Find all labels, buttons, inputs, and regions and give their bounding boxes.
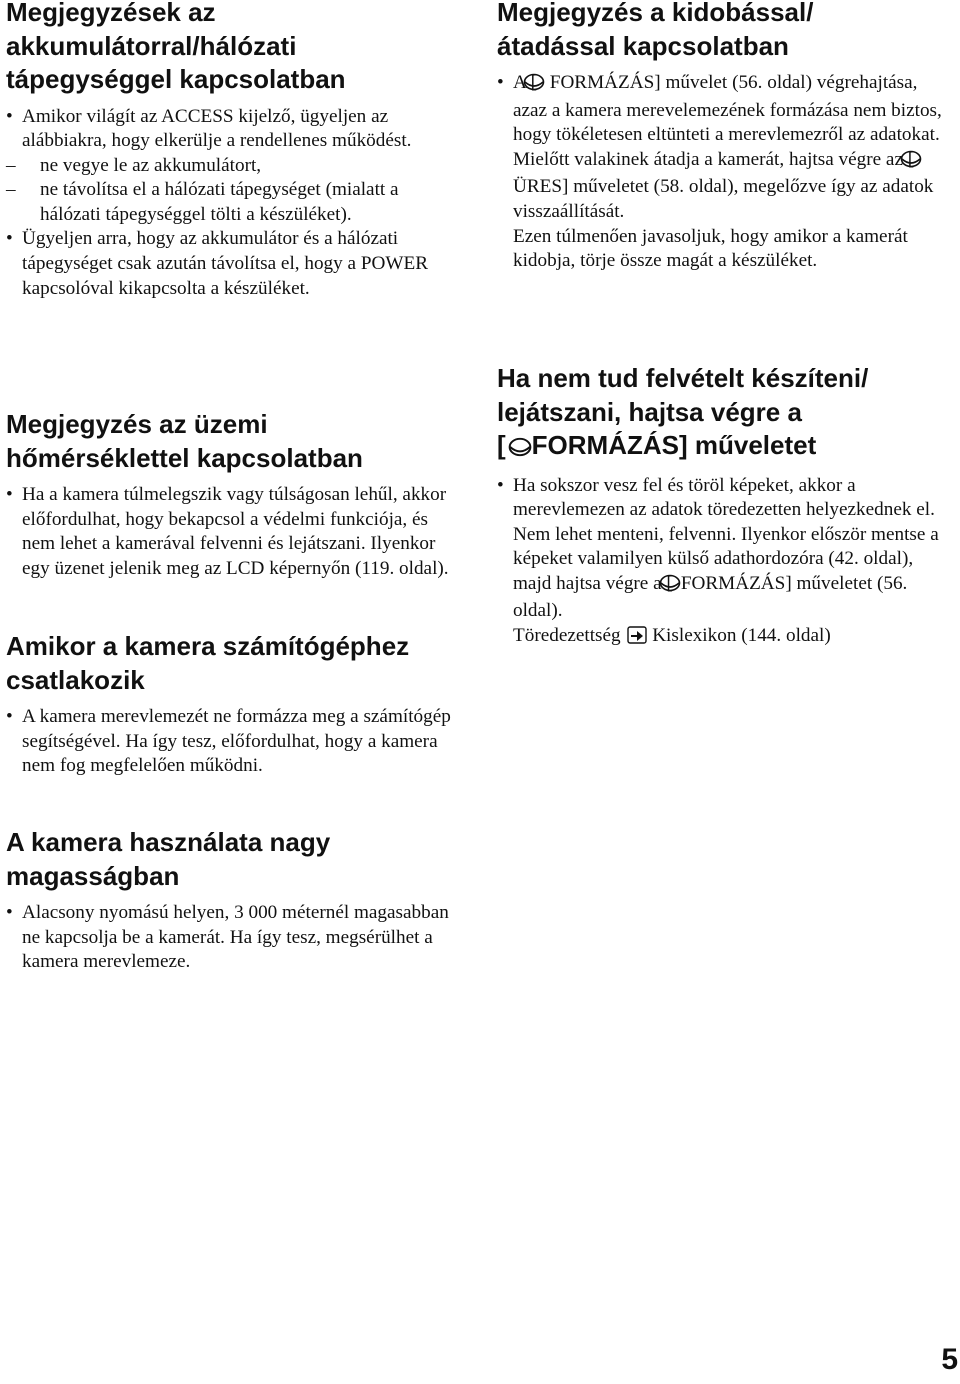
battery-bullet-2-text: Ügyeljen arra, hogy az akkumulátor és a hálózati tápegységet csak azután távolítsa el, hogy a POWER kapcsolóval kikapcsolta a készüléket. — [22, 228, 429, 299]
bullet-mark: • — [6, 484, 13, 505]
disposal-bullet-1-extra: Ezen túlmenően javasoljuk, hogy amikor a kamerát kidobja, törje össze magát a készüléket. — [513, 225, 908, 272]
bullet-mark: • — [6, 228, 13, 250]
format-bullet-1-pre: Ha sokszor vesz fel és töröl képeket, akkor a merevlemezen az adatok töredezetten helyezkednek el. Nem lehet menteni, felvenni. Ilyenkor először mentse a képeket valamilyen külső adathordozóra (42. oldal), majd hajtsa végre a [ — [513, 474, 939, 594]
battery-heading-line-3: tápegységgel kapcsolatban — [6, 64, 346, 94]
computer-bullet-1-text: A kamera merevlemezét ne formázza meg a számítógép segítségével. Ha így tesz, előfordulhat, hogy a kamera nem fog megfelelően működni. — [22, 706, 451, 777]
format-section — [497, 362, 947, 652]
hdd-icon — [508, 432, 532, 466]
altitude-heading — [6, 826, 458, 893]
format-reference — [497, 624, 947, 652]
disposal-heading-line-2: átadással kapcsolatban — [497, 30, 789, 61]
altitude-bullet-1-text: Alacsony nyomású helyen, 3 000 méternél magasabban ne kapcsolja be a kamerát. Ha így tesz, megsérülhet a kamera merevlemeze. — [22, 902, 449, 973]
battery-dash-1 — [6, 154, 458, 179]
altitude-bullet-1 — [6, 901, 458, 975]
format-bullet-1-post: FORMÁZÁS] műveletet (56. oldal). — [513, 572, 908, 622]
altitude-heading-line-2: magasságban — [6, 860, 180, 891]
format-reference-term: Töredezettség — [513, 625, 621, 647]
computer-section — [6, 630, 458, 779]
format-heading-line-1: Ha nem tud felvételt készíteni/ — [497, 363, 869, 393]
battery-bullet-1-text: Amikor világít az ACCESS kijelző, ügyeljen az alábbiakra, hogy elkerülje a rendellenes működést. — [22, 105, 412, 152]
disposal-heading-line-1: Megjegyzés a kidobással/ — [497, 0, 814, 27]
format-heading-line-3-pre: [ — [497, 430, 506, 460]
battery-dash-1-text: ne vegye le az akkumulátort, — [40, 154, 262, 176]
bullet-mark: • — [497, 474, 504, 496]
format-reference-target: Kislexikon (144. oldal) — [652, 625, 831, 647]
bullet-mark: • — [6, 902, 13, 923]
disposal-bullet-1 — [497, 71, 947, 225]
format-heading-line-3-post: FORMÁZÁS] műveletet — [531, 430, 817, 460]
disposal-bullet-1-post: ÜRES] műveletet (58. oldal), megelőzve így az adatok visszaállítását. — [513, 176, 934, 222]
temperature-bullet-1-text: Ha a kamera túlmelegszik vagy túlságosan lehűl, akkor előfordulhat, hogy bekapcsol a védelmi funkciója, és nem lehet a kamerával felvenni és lejátszani. Ilyenkor egy üzenet jelenik meg az LCD képernyőn (119. oldal). — [22, 484, 449, 579]
bullet-mark: • — [6, 105, 13, 127]
temperature-bullet-1 — [6, 483, 458, 581]
battery-bullet-1 — [6, 105, 458, 154]
temperature-heading — [6, 408, 458, 475]
bullet-mark: • — [6, 706, 13, 727]
temperature-heading-line-2: hőmérséklettel kapcsolatban — [6, 442, 363, 473]
disposal-section — [497, 0, 947, 274]
battery-section — [6, 0, 458, 301]
battery-heading — [6, 0, 458, 97]
hdd-icon — [539, 73, 545, 99]
battery-heading-line-2: akkumulátorral/hálózati — [6, 30, 297, 61]
battery-heading-line-1: Megjegyzések az — [6, 0, 216, 27]
disposal-heading — [497, 0, 947, 63]
battery-dash-2 — [6, 178, 458, 227]
bullet-mark: • — [497, 72, 504, 93]
disposal-bullet-1-pre: A [ — [513, 72, 537, 93]
hdd-icon — [916, 150, 922, 176]
disposal-bullet-1-mid: FORMÁZÁS] művelet (56. oldal) végrehajtása, azaz a kamera merevelemezének formázása nem biztos, hogy tökéletesen eltünteti a merevlemezről az adatokat. Mielőtt valakinek átadja a kamerát, hajtsa végre az [ — [513, 72, 942, 170]
see-reference-icon — [627, 626, 647, 652]
computer-heading-line-2: csatlakozik — [6, 664, 145, 695]
battery-dash-2-text: ne távolítsa el a hálózati tápegységet (mialatt a hálózati tápegységgel tölti a készüléket). — [40, 179, 399, 225]
temperature-section — [6, 408, 458, 581]
computer-heading-line-1: Amikor a kamera számítógéphez — [6, 631, 410, 661]
altitude-heading-line-1: A kamera használata nagy — [6, 827, 331, 857]
format-heading — [497, 362, 947, 466]
computer-bullet-1 — [6, 705, 458, 779]
computer-heading — [6, 630, 458, 697]
altitude-section — [6, 826, 458, 975]
dash-mark: – — [6, 154, 16, 176]
page-number: 5 — [941, 1343, 958, 1376]
format-bullet-1 — [497, 474, 947, 625]
temperature-heading-line-1: Megjegyzés az üzemi — [6, 409, 268, 439]
battery-bullet-2 — [6, 227, 458, 301]
format-heading-line-2: lejátszani, hajtsa végre a — [497, 396, 802, 427]
dash-mark: – — [6, 179, 16, 201]
